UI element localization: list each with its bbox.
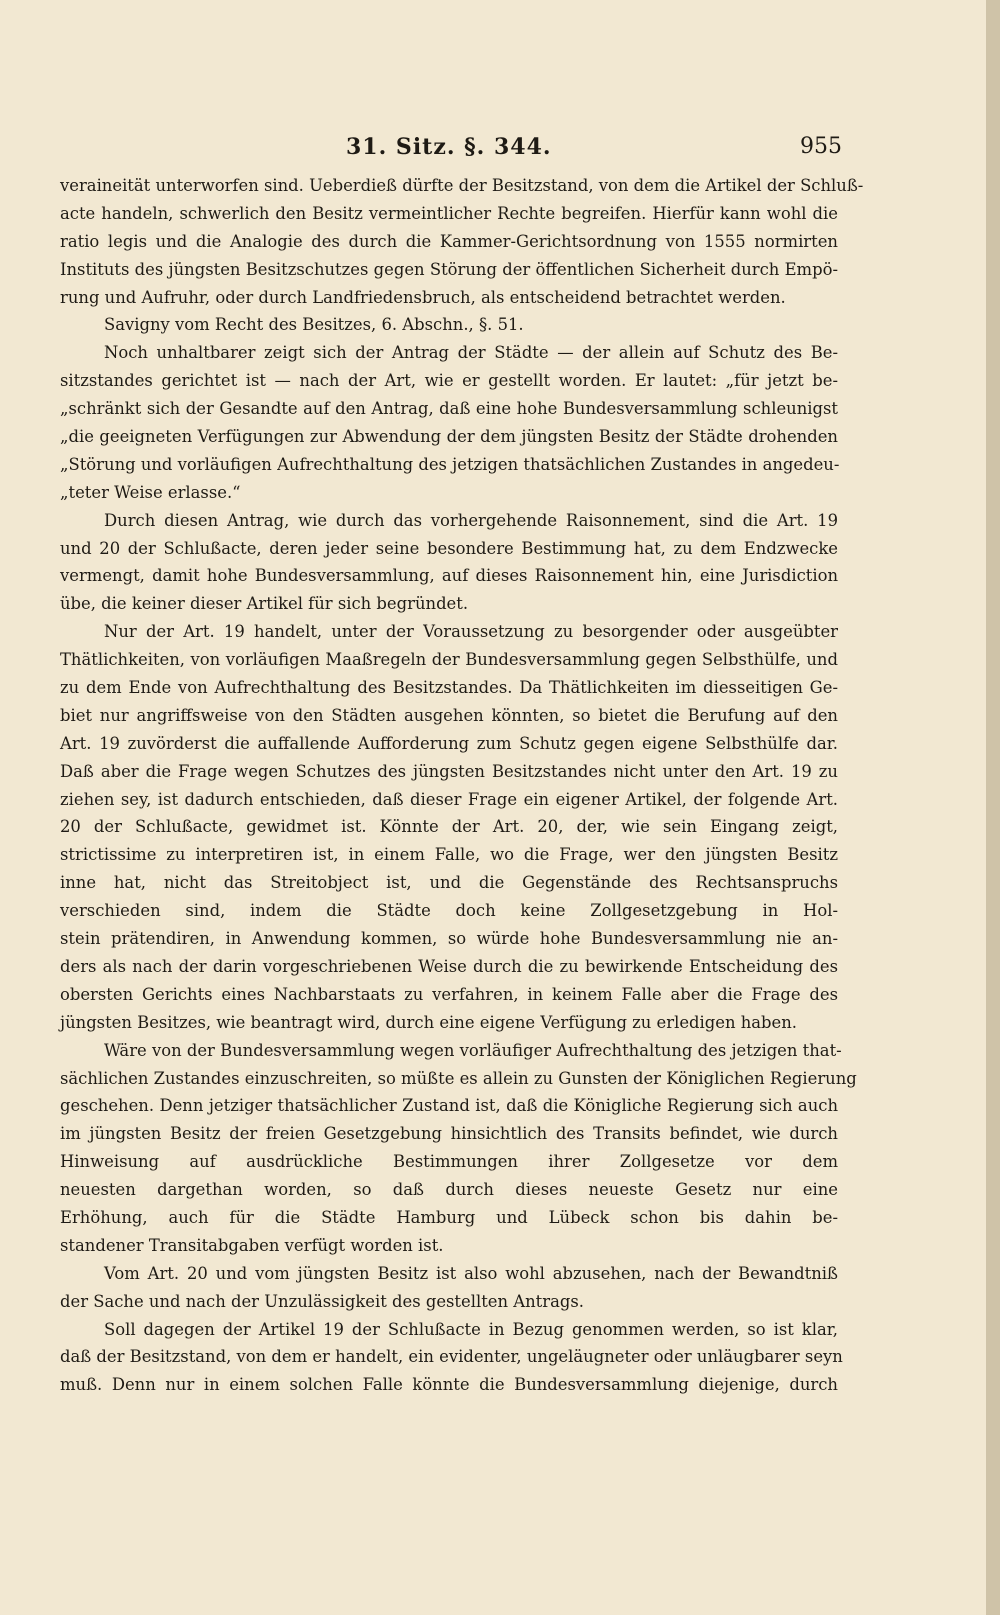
text-line: rung und Aufruhr, oder durch Landfriedensbruch, als entscheidend betrachtet werden. <box>60 287 786 307</box>
text-line: biet nur angriffsweise von den Städten ausgehen könnten, so bietet die Berufung auf den <box>60 705 838 725</box>
text-line: Thätlichkeiten, von vorläufigen Maaßregeln der Bundesversammlung gegen Selbsthülfe, und <box>60 650 838 670</box>
text-line: obersten Gerichts eines Nachbarstaats zu verfahren, in keinem Falle aber die Frage des <box>60 984 838 1004</box>
text-line: zu dem Ende von Aufrechthaltung des Besitzstandes. Da Thätlichkeiten im diesseitigen Ge- <box>60 678 838 698</box>
text-line: sitzstandes gerichtet ist — nach der Art, wie er gestellt worden. Er lautet: „für jetzt be- <box>60 371 838 391</box>
text-line: strictissime zu interpretiren ist, in einem Falle, wo die Frage, wer den jüngsten Besitz <box>60 845 838 865</box>
text-line: Wäre von der Bundesversammlung wegen vorläufiger Aufrechthaltung des jetzigen that- <box>104 1040 842 1060</box>
text-line: Vom Art. 20 und vom jüngsten Besitz ist also wohl abzusehen, nach der Bewandtniß <box>104 1263 838 1283</box>
text-line: veraineität unterworfen sind. Ueberdieß dürfte der Besitzstand, von dem die Artikel der Schluß- <box>60 176 864 195</box>
text-line: „teter Weise erlasse.“ <box>60 482 241 502</box>
text-line: ziehen sey, ist dadurch entschieden, daß dieser Frage ein eigener Artikel, der folgende Art. <box>60 789 838 809</box>
text-line: neuesten dargethan worden, so daß durch dieses neueste Gesetz nur eine <box>60 1180 838 1200</box>
text-line: daß der Besitzstand, von dem er handelt, ein evidenter, ungeläugneter oder unläugbarer seyn <box>60 1347 843 1367</box>
text-line: 20 der Schlußacte, gewidmet ist. Könnte der Art. 20, der, wie sein Eingang zeigt, <box>60 817 838 837</box>
page-header <box>60 134 840 168</box>
text-line: stein prätendiren, in Anwendung kommen, so würde hohe Bundesversammlung nie an- <box>60 929 838 949</box>
text-line: und 20 der Schlußacte, deren jeder seine besondere Bestimmung hat, zu dem Endzwecke <box>60 538 838 558</box>
text-line: im jüngsten Besitz der freien Gesetzgebung hinsichtlich des Transits befindet, wie durch <box>60 1124 838 1144</box>
body-text <box>60 172 864 1399</box>
text-line: Durch diesen Antrag, wie durch das vorhergehende Raisonnement, sind die Art. 19 <box>104 510 838 530</box>
text-line: „schränkt sich der Gesandte auf den Antrag, daß eine hohe Bundesversammlung schleunigst <box>60 399 838 419</box>
text-line: Hinweisung auf ausdrückliche Bestimmungen ihrer Zollgesetze vor dem <box>60 1152 838 1172</box>
text-line: vermengt, damit hohe Bundesversammlung, auf dieses Raisonnement hin, eine Jurisdiction <box>60 566 838 586</box>
text-line: sächlichen Zustandes einzuschreiten, so müßte es allein zu Gunsten der Königlichen Regierung <box>60 1068 857 1088</box>
text-line: inne hat, nicht das Streitobject ist, und die Gegenstände des Rechtsanspruchs <box>60 873 838 893</box>
text-line: Noch unhaltbarer zeigt sich der Antrag der Städte — der allein auf Schutz des Be- <box>104 343 838 363</box>
text-line: Nur der Art. 19 handelt, unter der Voraussetzung zu besorgender oder ausgeübter <box>104 622 838 642</box>
text-line: Daß aber die Frage wegen Schutzes des jüngsten Besitzstandes nicht unter den Art. 19 zu <box>60 761 838 781</box>
running-head: 31. Sitz. §. 344. <box>346 134 552 160</box>
text-line: geschehen. Denn jetziger thatsächlicher Zustand ist, daß die Königliche Regierung sich auch <box>60 1096 838 1116</box>
text-line: ratio legis und die Analogie des durch die Kammer-Gerichtsordnung von 1555 normirten <box>60 231 838 251</box>
text-line: jüngsten Besitzes, wie beantragt wird, durch eine eigene Verfügung zu erledigen haben. <box>60 1012 798 1032</box>
text-line: Soll dagegen der Artikel 19 der Schlußacte in Bezug genommen werden, so ist klar, <box>104 1319 838 1339</box>
text-line: der Sache und nach der Unzulässigkeit des gestellten Antrags. <box>60 1291 584 1311</box>
text-line: Savigny vom Recht des Besitzes, 6. Abschn., §. 51. <box>104 315 524 335</box>
text-line: Instituts des jüngsten Besitzschutzes gegen Störung der öffentlichen Sicherheit durch Empö- <box>60 259 838 279</box>
page-number: 955 <box>800 134 842 159</box>
text-line: acte handeln, schwerlich den Besitz vermeintlicher Rechte begreifen. Hierfür kann wohl die <box>60 203 838 223</box>
text-line: Erhöhung, auch für die Städte Hamburg und Lübeck schon bis dahin be- <box>60 1207 838 1227</box>
text-line: „die geeigneten Verfügungen zur Abwendung der dem jüngsten Besitz der Städte drohenden <box>60 427 838 447</box>
text-line: standener Transitabgaben verfügt worden ist. <box>60 1235 444 1255</box>
text-line: muß. Denn nur in einem solchen Falle könnte die Bundesversammlung diejenige, durch <box>60 1375 838 1395</box>
text-line: ders als nach der darin vorgeschriebenen Weise durch die zu bewirkende Entscheidung des <box>60 956 838 976</box>
text-line: verschieden sind, indem die Städte doch keine Zollgesetzgebung in Hol- <box>60 901 838 921</box>
scan-edge <box>986 0 1000 1615</box>
text-line: Art. 19 zuvörderst die auffallende Aufforderung zum Schutz gegen eigene Selbsthülfe dar. <box>60 733 838 753</box>
text-line: übe, die keiner dieser Artikel für sich begründet. <box>60 594 469 614</box>
text-line: „Störung und vorläufigen Aufrechthaltung des jetzigen thatsächlichen Zustandes in angedeu- <box>60 454 840 474</box>
